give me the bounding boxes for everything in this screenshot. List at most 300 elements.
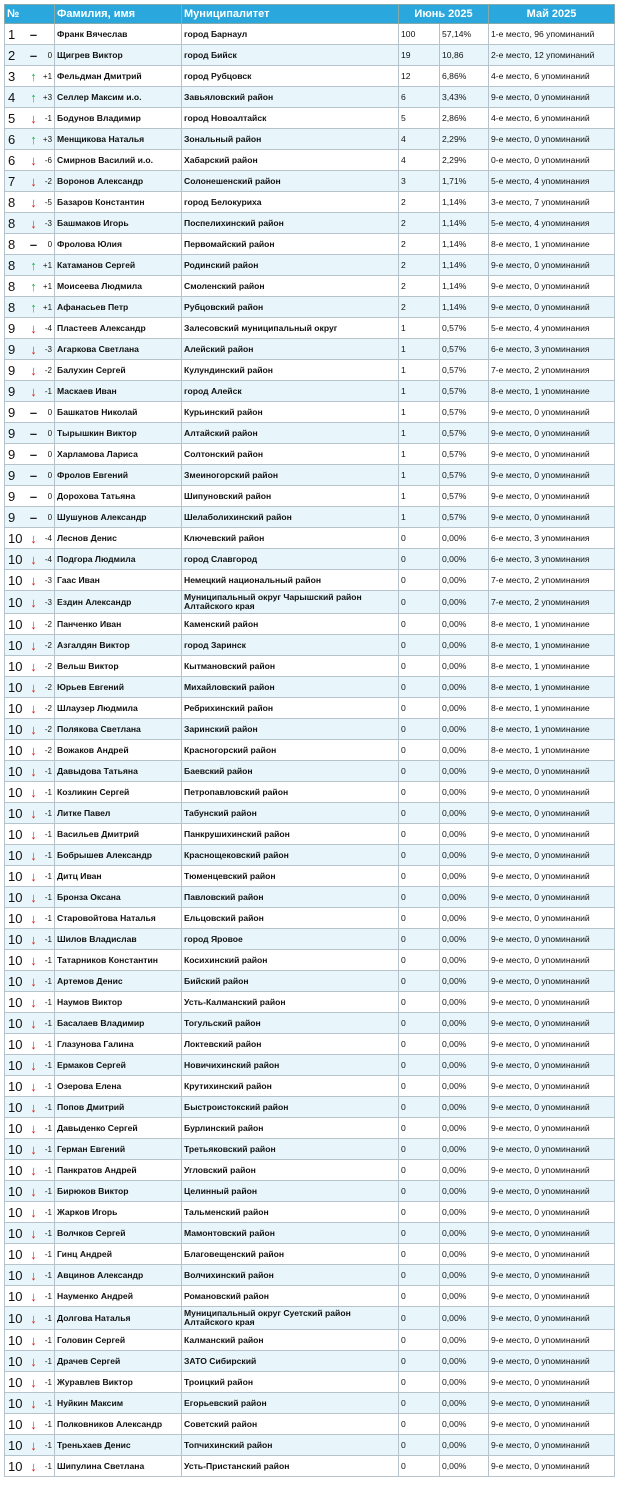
arrow-down-icon: ↓	[30, 530, 37, 546]
arrow-up-icon: ↑	[30, 131, 37, 147]
row-name: Нуйкин Максим	[55, 1393, 182, 1414]
row-rank-change: -1	[41, 1034, 55, 1055]
row-may-result: 9-е место, 0 упоминаний	[489, 908, 615, 929]
trend-cell	[27, 318, 41, 339]
row-may-result: 1-е место, 96 упоминаний	[489, 24, 615, 45]
trend-cell	[27, 87, 41, 108]
row-rank-change: -2	[41, 656, 55, 677]
arrow-down-icon: ↓	[30, 1078, 37, 1094]
trend-cell	[27, 971, 41, 992]
row-june-percent: 0,00%	[440, 1139, 489, 1160]
table-row	[5, 1414, 615, 1435]
row-municipality: Поспелихинский район	[182, 213, 399, 234]
row-rank: 10	[5, 677, 27, 698]
row-rank: 10	[5, 866, 27, 887]
table-row	[5, 803, 615, 824]
table-row	[5, 1393, 615, 1414]
row-may-result: 8-е место, 1 упоминание	[489, 635, 615, 656]
table-row	[5, 1118, 615, 1139]
row-june-count: 0	[399, 1181, 440, 1202]
trend-cell	[27, 549, 41, 570]
row-june-percent: 0,00%	[440, 1013, 489, 1034]
table-row	[5, 24, 615, 45]
dash-icon: –	[29, 404, 38, 420]
row-june-count: 0	[399, 1351, 440, 1372]
dash-icon: –	[29, 488, 38, 504]
row-name: Ездин Александр	[55, 591, 182, 614]
row-rank-change: -1	[41, 1076, 55, 1097]
row-rank-change: -1	[41, 1330, 55, 1351]
row-municipality: Заринский район	[182, 719, 399, 740]
row-june-count: 0	[399, 1435, 440, 1456]
row-municipality: Благовещенский район	[182, 1244, 399, 1265]
row-name: Пластеев Александр	[55, 318, 182, 339]
row-may-result: 7-е место, 2 упоминания	[489, 360, 615, 381]
trend-cell	[27, 929, 41, 950]
row-municipality: Крутихинский район	[182, 1076, 399, 1097]
row-municipality: Тальменский район	[182, 1202, 399, 1223]
row-may-result: 5-е место, 4 упоминания	[489, 171, 615, 192]
trend-cell	[27, 591, 41, 614]
row-rank-change: -1	[41, 803, 55, 824]
row-june-count: 0	[399, 761, 440, 782]
trend-cell	[27, 1034, 41, 1055]
row-name: Авцинов Александр	[55, 1265, 182, 1286]
row-rank: 10	[5, 614, 27, 635]
row-municipality: Мамонтовский район	[182, 1223, 399, 1244]
table-row	[5, 1034, 615, 1055]
row-may-result: 9-е место, 0 упоминаний	[489, 402, 615, 423]
row-municipality: Муниципальный округ Суетский район Алтайского края	[182, 1307, 399, 1330]
row-name: Шилов Владислав	[55, 929, 182, 950]
dash-icon: –	[29, 467, 38, 483]
row-name: Герман Евгений	[55, 1139, 182, 1160]
row-rank-change: -1	[41, 992, 55, 1013]
trend-cell	[27, 255, 41, 276]
row-june-percent: 57,14%	[440, 24, 489, 45]
row-rank: 10	[5, 1076, 27, 1097]
row-rank-change: -4	[41, 528, 55, 549]
trend-cell	[27, 1181, 41, 1202]
row-rank-change: +3	[41, 129, 55, 150]
row-municipality: Табунский район	[182, 803, 399, 824]
row-june-percent: 0,00%	[440, 761, 489, 782]
row-name: Наумов Виктор	[55, 992, 182, 1013]
row-june-count: 2	[399, 297, 440, 318]
row-june-count: 0	[399, 803, 440, 824]
trend-cell	[27, 423, 41, 444]
arrow-down-icon: ↓	[30, 1036, 37, 1052]
row-rank: 8	[5, 213, 27, 234]
arrow-down-icon: ↓	[30, 152, 37, 168]
row-rank-change: -1	[41, 950, 55, 971]
trend-cell	[27, 192, 41, 213]
row-june-count: 0	[399, 1076, 440, 1097]
dash-icon: –	[29, 425, 38, 441]
row-rank: 8	[5, 234, 27, 255]
row-rank: 10	[5, 992, 27, 1013]
row-rank-change: -2	[41, 719, 55, 740]
row-june-percent: 0,00%	[440, 1160, 489, 1181]
row-name: Басалаев Владимир	[55, 1013, 182, 1034]
arrow-down-icon: ↓	[30, 1120, 37, 1136]
table-row	[5, 782, 615, 803]
row-june-count: 0	[399, 1244, 440, 1265]
row-rank: 1	[5, 24, 27, 45]
table-row	[5, 1351, 615, 1372]
row-municipality: город Яровое	[182, 929, 399, 950]
row-rank-change: -2	[41, 171, 55, 192]
row-rank: 9	[5, 339, 27, 360]
row-june-percent: 0,00%	[440, 656, 489, 677]
trend-cell	[27, 1456, 41, 1477]
row-rank-change: -1	[41, 1244, 55, 1265]
row-name: Жарков Игорь	[55, 1202, 182, 1223]
row-june-percent: 0,57%	[440, 402, 489, 423]
arrow-down-icon: ↓	[30, 910, 37, 926]
row-may-result: 9-е место, 0 упоминаний	[489, 824, 615, 845]
row-municipality: Бурлинский район	[182, 1118, 399, 1139]
row-rank: 10	[5, 971, 27, 992]
row-june-percent: 0,00%	[440, 549, 489, 570]
row-municipality: Смоленский район	[182, 276, 399, 297]
dash-icon: –	[29, 236, 38, 252]
row-name: Драчев Сергей	[55, 1351, 182, 1372]
header-name: Фамилия, имя	[55, 5, 182, 24]
row-may-result: 5-е место, 4 упоминания	[489, 213, 615, 234]
row-rank-change: -1	[41, 824, 55, 845]
table-row	[5, 45, 615, 66]
row-june-percent: 0,57%	[440, 318, 489, 339]
row-june-percent: 0,57%	[440, 381, 489, 402]
row-may-result: 9-е место, 0 упоминаний	[489, 276, 615, 297]
trend-cell	[27, 1414, 41, 1435]
row-may-result: 7-е место, 2 упоминания	[489, 591, 615, 614]
row-rank: 10	[5, 1223, 27, 1244]
trend-cell	[27, 45, 41, 66]
row-may-result: 9-е место, 0 упоминаний	[489, 845, 615, 866]
table-row	[5, 929, 615, 950]
row-rank: 10	[5, 803, 27, 824]
row-may-result: 2-е место, 12 упоминаний	[489, 45, 615, 66]
row-may-result: 4-е место, 6 упоминаний	[489, 66, 615, 87]
row-june-count: 1	[399, 486, 440, 507]
row-june-percent: 0,00%	[440, 1034, 489, 1055]
table-row	[5, 339, 615, 360]
row-june-count: 0	[399, 1160, 440, 1181]
row-rank-change: -1	[41, 845, 55, 866]
row-may-result: 6-е место, 3 упоминания	[489, 549, 615, 570]
row-rank: 3	[5, 66, 27, 87]
arrow-down-icon: ↓	[30, 1395, 37, 1411]
trend-cell	[27, 150, 41, 171]
row-rank: 10	[5, 1055, 27, 1076]
row-rank-change: +1	[41, 66, 55, 87]
row-may-result: 9-е место, 0 упоминаний	[489, 1202, 615, 1223]
arrow-down-icon: ↓	[30, 1141, 37, 1157]
row-name: Шипулина Светлана	[55, 1456, 182, 1477]
row-municipality: Третьяковский район	[182, 1139, 399, 1160]
row-municipality: Кытмановский район	[182, 656, 399, 677]
row-june-percent: 0,00%	[440, 1351, 489, 1372]
table-row	[5, 845, 615, 866]
row-rank-change: -1	[41, 108, 55, 129]
row-may-result: 9-е место, 0 упоминаний	[489, 803, 615, 824]
row-rank: 10	[5, 1244, 27, 1265]
table-row	[5, 866, 615, 887]
row-rank: 10	[5, 1160, 27, 1181]
row-rank: 10	[5, 528, 27, 549]
row-june-count: 0	[399, 1393, 440, 1414]
table-row	[5, 87, 615, 108]
dash-icon: –	[29, 47, 38, 63]
trend-cell	[27, 1330, 41, 1351]
row-may-result: 9-е место, 0 упоминаний	[489, 929, 615, 950]
row-rank-change: 0	[41, 486, 55, 507]
row-municipality: город Барнаул	[182, 24, 399, 45]
trend-cell	[27, 1244, 41, 1265]
row-rank-change: 0	[41, 423, 55, 444]
row-rank-change: +3	[41, 87, 55, 108]
row-name: Головин Сергей	[55, 1330, 182, 1351]
table-row	[5, 255, 615, 276]
row-rank-change: -2	[41, 740, 55, 761]
row-june-percent: 0,57%	[440, 339, 489, 360]
arrow-down-icon: ↓	[30, 594, 37, 610]
row-name: Озерова Елена	[55, 1076, 182, 1097]
row-june-count: 4	[399, 129, 440, 150]
row-name: Фролова Юлия	[55, 234, 182, 255]
table-row	[5, 971, 615, 992]
row-name: Тырышкин Виктор	[55, 423, 182, 444]
row-may-result: 9-е место, 0 упоминаний	[489, 1265, 615, 1286]
row-name: Бирюков Виктор	[55, 1181, 182, 1202]
row-june-percent: 1,14%	[440, 234, 489, 255]
row-name: Долгова Наталья	[55, 1307, 182, 1330]
row-rank-change: -1	[41, 1202, 55, 1223]
row-may-result: 8-е место, 1 упоминание	[489, 381, 615, 402]
row-june-percent: 0,00%	[440, 1181, 489, 1202]
row-rank-change: -6	[41, 150, 55, 171]
row-june-percent: 0,00%	[440, 698, 489, 719]
row-june-count: 1	[399, 465, 440, 486]
trend-cell	[27, 297, 41, 318]
row-rank: 6	[5, 150, 27, 171]
row-name: Полковников Александр	[55, 1414, 182, 1435]
row-name: Волчков Сергей	[55, 1223, 182, 1244]
table-body	[5, 24, 615, 1477]
row-may-result: 9-е место, 0 упоминаний	[489, 507, 615, 528]
row-rank: 10	[5, 719, 27, 740]
row-name: Шушунов Александр	[55, 507, 182, 528]
arrow-down-icon: ↓	[30, 1288, 37, 1304]
row-may-result: 9-е место, 0 упоминаний	[489, 887, 615, 908]
row-june-count: 0	[399, 1223, 440, 1244]
arrow-up-icon: ↑	[30, 278, 37, 294]
table-row	[5, 276, 615, 297]
table-row	[5, 1013, 615, 1034]
row-name: Воронов Александр	[55, 171, 182, 192]
row-may-result: 9-е место, 0 упоминаний	[489, 1055, 615, 1076]
trend-cell	[27, 234, 41, 255]
header-municipality: Муниципалитет	[182, 5, 399, 24]
row-name: Глазунова Галина	[55, 1034, 182, 1055]
table-row	[5, 1160, 615, 1181]
row-municipality: Краснощековский район	[182, 845, 399, 866]
row-municipality: Змеиногорский район	[182, 465, 399, 486]
table-row	[5, 486, 615, 507]
row-name: Башкатов Николай	[55, 402, 182, 423]
arrow-up-icon: ↑	[30, 89, 37, 105]
row-may-result: 9-е место, 0 упоминаний	[489, 129, 615, 150]
row-rank-change	[41, 24, 55, 45]
row-name: Журавлев Виктор	[55, 1372, 182, 1393]
row-june-count: 0	[399, 698, 440, 719]
row-rank-change: -1	[41, 761, 55, 782]
trend-cell	[27, 213, 41, 234]
row-municipality: Ребрихинский район	[182, 698, 399, 719]
row-rank: 10	[5, 698, 27, 719]
row-may-result: 9-е место, 0 упоминаний	[489, 1435, 615, 1456]
row-june-percent: 0,00%	[440, 1076, 489, 1097]
arrow-down-icon: ↓	[30, 952, 37, 968]
row-name: Юрьев Евгений	[55, 677, 182, 698]
row-municipality: Усть-Калманский район	[182, 992, 399, 1013]
row-name: Старовойтова Наталья	[55, 908, 182, 929]
trend-cell	[27, 950, 41, 971]
row-rank-change: 0	[41, 465, 55, 486]
row-june-percent: 0,00%	[440, 929, 489, 950]
row-may-result: 8-е место, 1 упоминание	[489, 698, 615, 719]
row-rank: 10	[5, 908, 27, 929]
row-may-result: 6-е место, 3 упоминания	[489, 528, 615, 549]
row-june-percent: 0,57%	[440, 486, 489, 507]
table-row	[5, 108, 615, 129]
row-june-count: 0	[399, 1118, 440, 1139]
row-june-count: 1	[399, 423, 440, 444]
arrow-up-icon: ↑	[30, 257, 37, 273]
trend-cell	[27, 570, 41, 591]
arrow-down-icon: ↓	[30, 1437, 37, 1453]
row-june-count: 0	[399, 570, 440, 591]
header-num: №	[5, 5, 55, 24]
row-name: Балухин Сергей	[55, 360, 182, 381]
row-rank: 10	[5, 1372, 27, 1393]
row-rank-change: -3	[41, 591, 55, 614]
row-municipality: Целинный район	[182, 1181, 399, 1202]
row-june-percent: 1,14%	[440, 297, 489, 318]
trend-cell	[27, 866, 41, 887]
arrow-down-icon: ↓	[30, 572, 37, 588]
row-rank-change: -1	[41, 1097, 55, 1118]
table-row	[5, 950, 615, 971]
row-rank-change: -3	[41, 213, 55, 234]
row-june-count: 0	[399, 635, 440, 656]
trend-cell	[27, 614, 41, 635]
arrow-down-icon: ↓	[30, 616, 37, 632]
row-municipality: Егорьевский район	[182, 1393, 399, 1414]
row-name: Маскаев Иван	[55, 381, 182, 402]
trend-cell	[27, 1351, 41, 1372]
row-rank: 9	[5, 486, 27, 507]
table-row	[5, 1097, 615, 1118]
row-municipality: Рубцовский район	[182, 297, 399, 318]
row-may-result: 8-е место, 1 упоминание	[489, 740, 615, 761]
row-municipality: Курьинский район	[182, 402, 399, 423]
table-row	[5, 213, 615, 234]
row-rank: 10	[5, 761, 27, 782]
table-row	[5, 1265, 615, 1286]
trend-cell	[27, 66, 41, 87]
arrow-down-icon: ↓	[30, 1246, 37, 1262]
row-rank-change: +1	[41, 276, 55, 297]
trend-cell	[27, 465, 41, 486]
row-june-count: 0	[399, 824, 440, 845]
table-row	[5, 129, 615, 150]
row-rank: 10	[5, 1435, 27, 1456]
row-name: Бобрышев Александр	[55, 845, 182, 866]
row-name: Артемов Денис	[55, 971, 182, 992]
trend-cell	[27, 992, 41, 1013]
row-municipality: Солтонский район	[182, 444, 399, 465]
row-name: Бронза Оксана	[55, 887, 182, 908]
row-june-percent: 0,00%	[440, 1307, 489, 1330]
trend-cell	[27, 339, 41, 360]
trend-cell	[27, 171, 41, 192]
row-rank: 10	[5, 1265, 27, 1286]
row-may-result: 8-е место, 1 упоминание	[489, 719, 615, 740]
row-june-count: 0	[399, 1097, 440, 1118]
arrow-down-icon: ↓	[30, 931, 37, 947]
row-name: Агаркова Светлана	[55, 339, 182, 360]
row-municipality: Топчихинский район	[182, 1435, 399, 1456]
row-june-count: 0	[399, 591, 440, 614]
row-june-percent: 10,86	[440, 45, 489, 66]
row-municipality: Волчихинский район	[182, 1265, 399, 1286]
row-june-count: 1	[399, 360, 440, 381]
row-rank: 4	[5, 87, 27, 108]
row-municipality: город Славгород	[182, 549, 399, 570]
row-may-result: 6-е место, 3 упоминания	[489, 339, 615, 360]
row-name: Треньхаев Денис	[55, 1435, 182, 1456]
row-rank: 10	[5, 635, 27, 656]
row-rank-change: -1	[41, 908, 55, 929]
header-may: Май 2025	[489, 5, 615, 24]
arrow-down-icon: ↓	[30, 110, 37, 126]
row-june-percent: 0,00%	[440, 1265, 489, 1286]
row-june-count: 2	[399, 255, 440, 276]
trend-cell	[27, 698, 41, 719]
row-june-percent: 0,00%	[440, 677, 489, 698]
row-may-result: 9-е место, 0 упоминаний	[489, 1034, 615, 1055]
trend-cell	[27, 1372, 41, 1393]
row-june-count: 0	[399, 1013, 440, 1034]
row-june-percent: 0,00%	[440, 971, 489, 992]
trend-cell	[27, 108, 41, 129]
table-row	[5, 1181, 615, 1202]
arrow-down-icon: ↓	[30, 994, 37, 1010]
row-rank: 10	[5, 1330, 27, 1351]
row-june-count: 0	[399, 887, 440, 908]
row-june-percent: 1,14%	[440, 255, 489, 276]
trend-cell	[27, 1307, 41, 1330]
table-row	[5, 656, 615, 677]
trend-cell	[27, 528, 41, 549]
table-row	[5, 887, 615, 908]
row-name: Менщикова Наталья	[55, 129, 182, 150]
row-municipality: Ельцовский район	[182, 908, 399, 929]
row-rank: 9	[5, 507, 27, 528]
